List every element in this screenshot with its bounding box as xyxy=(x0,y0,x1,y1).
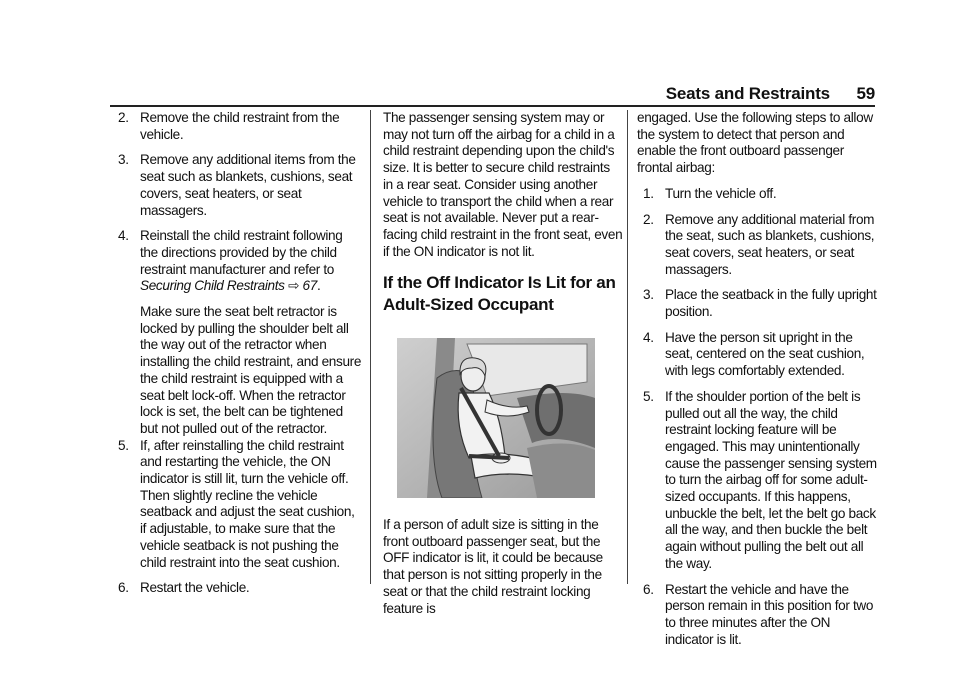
cross-reference-link[interactable]: Securing Child Restraints xyxy=(140,278,285,294)
list-item xyxy=(118,152,362,219)
page-header xyxy=(0,84,875,104)
list-number: 4. xyxy=(118,228,129,244)
list-item xyxy=(637,212,877,279)
list-text: Restart the vehicle and have the person remain in this position for two to three minutes after the ON indicator is lit. xyxy=(665,581,874,647)
column-3 xyxy=(637,110,877,657)
list-number: 4. xyxy=(643,329,654,345)
list-text: Have the person sit upright in the seat, centered on the seat cushion, with legs comfortably extended. xyxy=(665,329,865,379)
list-item xyxy=(118,228,362,295)
list-item xyxy=(118,438,362,572)
list-text: Remove any additional items from the seat such as blankets, cushions, seat covers, seat heaters, or seat massagers. xyxy=(140,152,356,218)
list-number: 3. xyxy=(643,287,654,303)
column-1 xyxy=(118,110,362,606)
list-item xyxy=(637,330,877,380)
list-number: 5. xyxy=(118,437,129,453)
list-item xyxy=(637,287,877,320)
column-divider-2 xyxy=(627,110,628,584)
list-item xyxy=(637,186,877,203)
body-paragraph: engaged. Use the following steps to allow the system to detect that person and enable the front outboard passenger frontal airbag: xyxy=(637,110,873,176)
list-text: Place the seatback in the fully upright position. xyxy=(665,287,877,320)
list-text: Remove any additional material from the seat, such as blankets, cushions, seat covers, seat heaters, or seat massagers. xyxy=(665,211,875,277)
list-number: 6. xyxy=(643,581,654,597)
list-text: If, after reinstalling the child restraint and restarting the vehicle, the ON indicator is still lit, turn the vehicle off. Then slightly recline the vehicle seatback and adjust the seat cushion, if adjustable, to make sure that the vehicle seatback is not pushing the child restraint into the seat cushion. xyxy=(140,437,355,570)
list-text: Turn the vehicle off. xyxy=(665,185,777,201)
column-2 xyxy=(383,110,623,626)
header-rule xyxy=(110,105,875,107)
body-paragraph: The passenger sensing system may or may not turn off the airbag for a child in a child restraint depending upon the child's size. It is better to secure child restraints in a rear seat. Consider using another vehicle to transport the child when a rear seat is not available. Never put a rear-facing child restraint in the front seat, even if the ON indicator is not lit. xyxy=(383,110,623,259)
list-number: 1. xyxy=(643,185,654,201)
section-heading: If the Off Indicator Is Lit for an Adult-Sized Occupant xyxy=(383,273,616,315)
list-number: 5. xyxy=(643,388,654,404)
list-item xyxy=(637,389,877,573)
body-paragraph: If a person of adult size is sitting in the front outboard passenger seat, but the OFF indicator is lit, it could be because that person is not sitting properly in the seat or that the child restraint locking feature is xyxy=(383,517,603,616)
list-number: 2. xyxy=(643,211,654,227)
note-paragraph: Make sure the seat belt retractor is locked by pulling the shoulder belt all the way out of the retractor when installing the child restraint, and ensure the child restraint is equipped with a seat belt lock-off. When the retractor lock is set, the belt can be tightened but not pulled out of the retractor. xyxy=(140,304,362,436)
list-number: 6. xyxy=(118,580,129,596)
list-text: Reinstall the child restraint following the directions provided by the child restraint manufacturer and refer to xyxy=(140,228,343,277)
list-item xyxy=(118,580,362,597)
list-item xyxy=(637,582,877,649)
list-text-end: . xyxy=(316,278,321,294)
section-title: Seats and Restraints xyxy=(665,84,830,103)
list-number: 2. xyxy=(118,110,129,125)
list-text: Remove the child restraint from the vehicle. xyxy=(140,110,340,142)
list-text: Restart the vehicle. xyxy=(140,580,250,596)
adult-occupant-illustration xyxy=(397,338,595,498)
list-item xyxy=(118,110,362,143)
reference-page[interactable]: 67 xyxy=(302,278,317,294)
column-divider-1 xyxy=(370,110,371,584)
list-number: 3. xyxy=(118,152,129,168)
reference-arrow-icon: ⇨ xyxy=(288,278,300,294)
list-text: If the shoulder portion of the belt is pulled out all the way, the child restraint locking feature will be engaged. This may unintentionally cause the passenger sensing system to turn the airbag off for some adult-sized occupants. If this happens, unbuckle the belt, let the belt go back all the way, and then buckle the belt again without pulling the belt out all the way. xyxy=(665,388,877,571)
page-number: 59 xyxy=(856,84,875,103)
